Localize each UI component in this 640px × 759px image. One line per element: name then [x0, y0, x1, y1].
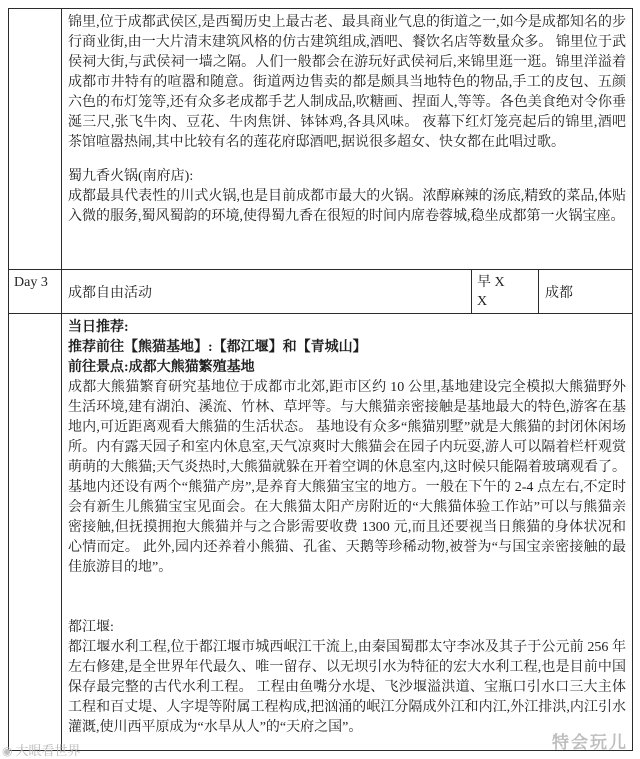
recommend-line: 推荐前往【熊猫基地】:【都江堰】和【青城山】 [68, 340, 367, 355]
day-column-empty-cell-2 [9, 314, 61, 750]
hotpot-paragraph: 成都最具代表性的川式火锅,也是目前成都市最大的火锅。浓醇麻辣的汤底,精致的菜品,体贴入微的服务,蜀风蜀韵的环境,使得蜀九香在很短的时间内席卷蓉城,稳坐成都第一火锅宝座。 [68, 189, 626, 224]
recommendations-cell [61, 314, 632, 750]
jinli-paragraph: 锦里,位于成都武侯区,是西蜀历史上最古老、最具商业气息的街道之一,如今是成都知名的步行商业街,由一大片清末建筑风格的仿古建筑组成,酒吧、餐饮名店等数量众多。 锦里位于武侯祠大街,与武侯祠一墙之隔。人们一般都会在游玩好武侯祠后,来锦里逛一逛。锦里洋溢着成都市井特有的喧嚣和随意。街道两边售卖的都是颇具当地特色的物品,手工的皮包、五颜六色的布灯笼等,还有众多老成都手艺人制成品,吹糖画、捏面人,等等。各色美食绝对令你垂涎三尺,张飞牛肉、豆花、牛肉焦饼、钵钵鸡,各具风味。 夜幕下红灯笼亮起后的锦里,酒吧茶馆喧嚣热闹,其中比较有名的莲花府邸酒吧,据说很多超女、快女都在此唱过歌。 [68, 15, 626, 150]
meals-label: 早 X X [477, 275, 505, 309]
itinerary-table [8, 8, 633, 751]
city-label: 成都 [545, 285, 573, 301]
activity-cell [61, 270, 471, 313]
meals-cell [471, 270, 538, 313]
day-label-cell [9, 270, 61, 313]
activity-label: 成都自由活动 [68, 285, 152, 301]
watermark-logo-icon: ◉ [2, 744, 13, 758]
descriptions-cell [61, 9, 632, 269]
day-column-empty-cell [9, 9, 61, 269]
table-row-day3 [9, 269, 632, 313]
table-row-recommendations [9, 313, 632, 750]
watermark-right-text: 特会玩儿 [552, 733, 628, 752]
watermark-left-text: 大眼看世界 [15, 743, 81, 758]
panda-paragraph: 成都大熊猫繁育研究基地位于成都市北郊,距市区约 10 公里,基地建设完全模拟大熊猫野外生活环境,建有湖泊、溪流、竹林、草坪等。与大熊猫亲密接触是基地最大的特色,游客在基地内,可近距离观看大熊猫的生活状态。 基地设有众多“熊猫别墅”就是大熊猫的封闭休闲场所。内有露天园子和室内休息室,天气凉爽时大熊猫会在园子内玩耍,游人可以隔着栏杆观赏萌萌的大熊猫;天气炎热时,大熊猫就躲在开着空调的休息室内,这时候只能隔着玻璃观看了。 基地内还设有两个“熊猫产房”,是养育大熊猫宝宝的地方。一般在下午的 2-4 点左右,不定时会有新生儿熊猫宝宝见面会。在大熊猫太阳产房附近的“大熊猫体验工作站”可以与熊猫亲密接触,但抚摸拥抱大熊猫并与之合影需要收费 1300 元,而且还要视当日熊猫的身体状况和心情而定。 此外,园内还养着小熊猫、孔雀、天鹅等珍稀动物,被誉为“与国宝亲密接触的最佳旅游目的地”。 [68, 380, 626, 575]
spot-line: 前往景点:成都大熊猫繁殖基地 [68, 360, 255, 375]
hotpot-title: 蜀九香火锅(南府店): [68, 169, 194, 184]
dujiangyan-paragraph: 都江堰水利工程,位于都江堰市城西岷江干流上,由秦国蜀郡太守李冰及其子于公元前 256 年左右修建,是全世界年代最久、唯一留存、以无坝引水为特征的宏大水利工程,也是目前中国保存最完整的古代水利工程。 工程由鱼嘴分水堤、飞沙堰溢洪道、宝瓶口引水口三大主体工程和百丈堤、人字堤等附属工程构成,把汹涌的岷江分隔成外江和内江,外江排洪,内江引水灌溉,使川西平原成为“水旱从人”的“天府之国”。 [68, 640, 626, 735]
day-label: Day 3 [14, 275, 48, 290]
dujiangyan-title: 都江堰: [68, 620, 114, 635]
recommend-title: 当日推荐: [68, 320, 129, 335]
city-cell [538, 270, 632, 313]
table-row-descriptions [9, 9, 632, 269]
